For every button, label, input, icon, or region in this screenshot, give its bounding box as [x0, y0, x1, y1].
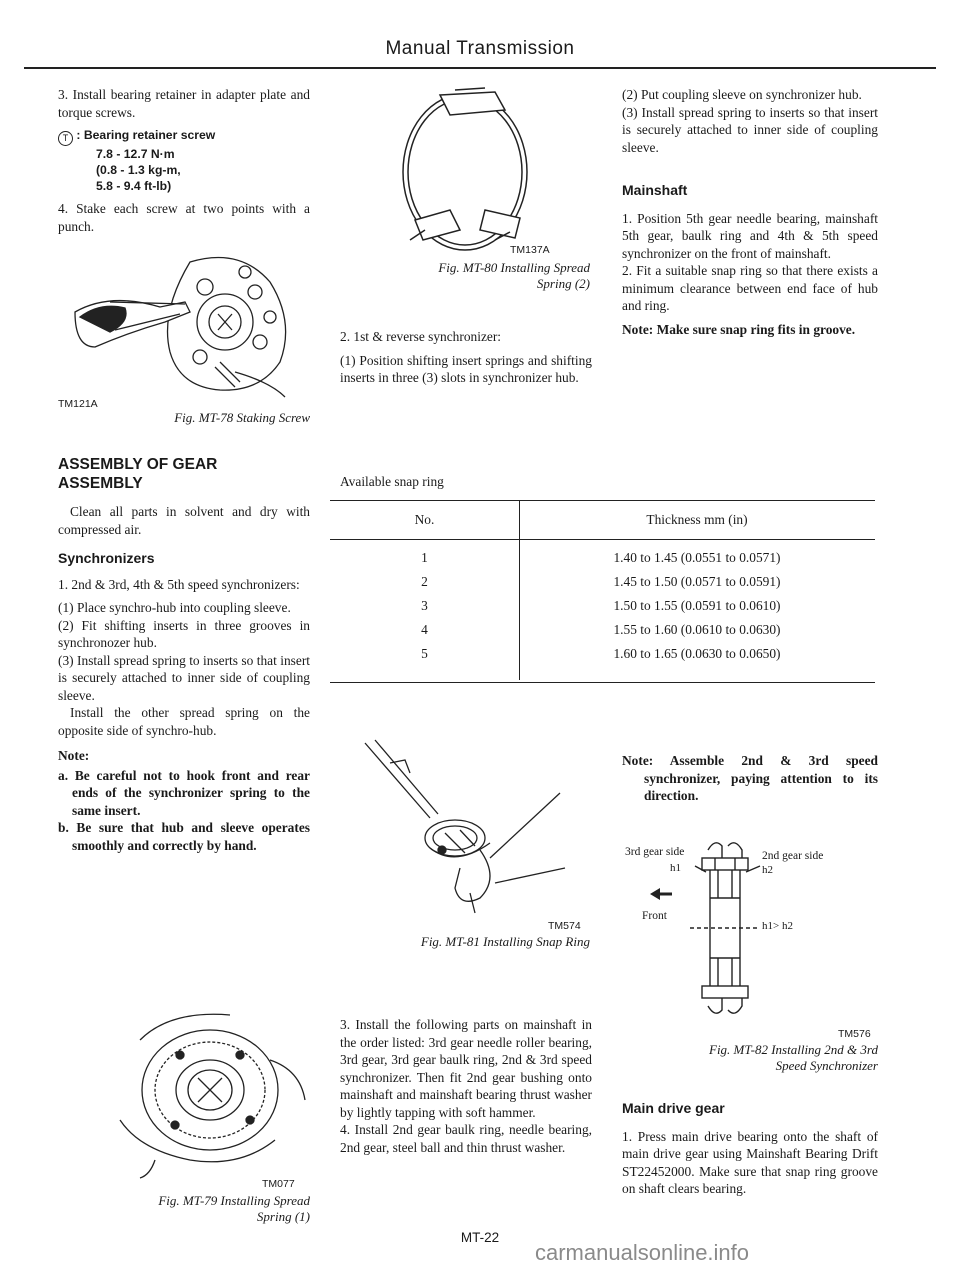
fig81-caption: Fig. MT-81 Installing Snap Ring [420, 934, 590, 949]
fig78-caption: Fig. MT-78 Staking Screw [174, 410, 310, 425]
torque-value-kgm: (0.8 - 1.3 kg-m, [96, 163, 181, 177]
snap-ring-table [330, 500, 875, 683]
label-2nd-gear-side: 2nd gear side [762, 850, 824, 862]
sync-step-1-1: (1) Place synchro-hub into coupling sleeve. [58, 600, 291, 615]
torque-spec [58, 127, 310, 194]
table-row: 4 1.55 to 1.60 (0.0610 to 0.0630) [421, 622, 781, 637]
watermark: carmanualsonline.info [535, 1240, 750, 1265]
label-h1-greater-h2: h1> h2 [762, 920, 793, 932]
fig82-tm-code: TM576 [838, 1028, 871, 1040]
torque-value-nm: 7.8 - 12.7 N·m [96, 147, 175, 161]
mainshaft-step-1: 1. Position 5th gear needle bearing, mainshaft 5th gear, baulk ring and 4th & 5th speed synchronizer on the front of mainshaft. [622, 210, 878, 261]
fig82-caption-line2: Speed Synchronizer [775, 1058, 878, 1073]
main-drive-step-1: 1. Press main drive bearing onto the shaft of main drive gear using Mainshaft Bearing Drift ST22452000. Make sure that snap ring groove on shaft clears bearing. [622, 1128, 878, 1196]
middle-column-upper [340, 328, 592, 393]
right-column-lower [622, 1100, 878, 1204]
step-4-stake-screw: 4. Stake each screw at two points with a punch. [58, 201, 310, 234]
sync-step-1-3: (3) Install spread spring to inserts so that insert is securely attached to inner side of coupling sleeve. [58, 652, 310, 703]
note-a: a. Be careful not to hook front and rear ends of the synchronizer spring to the same insert. [58, 767, 310, 818]
sync-step-1-4: Install the other spread spring on the opposite side of synchro-hub. [58, 705, 310, 738]
page-header-title: Manual Transmission [385, 38, 575, 59]
step-2-coupling-sleeve: (2) Put coupling sleeve on synchronizer hub. [622, 87, 862, 102]
spread-spring-2-illustration [385, 80, 545, 265]
fig80-caption-line2: Spring (2) [536, 276, 590, 291]
mainshaft-step-2: 2. Fit a suitable snap ring so that there exists a minimum clearance between end face of hub and ring. [622, 263, 878, 313]
note-b: b. Be sure that hub and sleeve operates smoothly and correctly by hand. [58, 820, 310, 853]
header-rule [24, 67, 936, 69]
middle-column-lower [340, 1016, 592, 1162]
fig78-tm-code: TM121A [58, 398, 98, 410]
right-column-upper [622, 86, 878, 344]
left-column-lower [58, 455, 310, 860]
left-column [58, 86, 310, 241]
table-row: 5 1.60 to 1.65 (0.0630 to 0.0650) [421, 646, 781, 661]
fig79-caption-line2: Spring (1) [256, 1209, 310, 1224]
staking-screw-illustration [70, 232, 310, 402]
torque-value-ftlb: 5.8 - 9.4 ft-lb) [96, 179, 172, 193]
note-assemble-synchronizer: Note: Assemble 2nd & 3rd speed synchronizer, paying attention to its direction. [622, 753, 878, 803]
fig80-caption-line1: Fig. MT-80 Installing Spread [438, 260, 590, 275]
fig82-caption-line1: Fig. MT-82 Installing 2nd & 3rd [709, 1042, 878, 1057]
snap-ring-table-title: Available snap ring [340, 474, 444, 489]
fig79-caption-line1: Fig. MT-79 Installing Spread [158, 1193, 310, 1208]
spread-spring-1-illustration [100, 1000, 310, 1180]
note-label: Note: [58, 748, 90, 763]
synchronizer-direction-diagram [625, 838, 880, 1018]
label-h2: h2 [762, 864, 773, 876]
torque-icon: T [58, 131, 73, 146]
step-3-bearing-retainer: 3. Install bearing retainer in adapter plate and torque screws. [58, 87, 310, 120]
table-row: 2 1.45 to 1.50 (0.0571 to 0.0591) [421, 574, 781, 589]
table-header-thickness: Thickness mm (in) [646, 512, 748, 527]
section-title-line2: ASSEMBLY [58, 475, 143, 492]
synchronizers-heading: Synchronizers [58, 550, 155, 566]
table-header-no: No. [414, 512, 435, 527]
fig80-tm-code: TM137A [510, 244, 550, 256]
section-title-line1: ASSEMBLY OF GEAR [58, 456, 218, 473]
step-2-1-position-inserts: (1) Position shifting insert springs and shifting inserts in three (3) slots in synchronizer hub. [340, 352, 592, 385]
page-number: MT-22 [460, 1230, 500, 1245]
table-row: 3 1.50 to 1.55 (0.0591 to 0.0610) [421, 598, 781, 613]
label-h1: h1 [670, 862, 681, 874]
note-snap-ring-groove: Note: Make sure snap ring fits in groove. [622, 321, 856, 337]
label-3rd-gear-side: 3rd gear side [625, 846, 685, 858]
mainshaft-heading: Mainshaft [622, 182, 688, 198]
label-front: Front [642, 910, 667, 922]
sync-step-1-2: (2) Fit shifting inserts in three grooves in synchronozer hub. [58, 617, 310, 650]
torque-label: : Bearing retainer screw [76, 128, 216, 142]
main-drive-gear-heading: Main drive gear [622, 1100, 725, 1116]
snap-ring-illustration [360, 738, 590, 918]
intro-clean-parts: Clean all parts in solvent and dry with compressed air. [58, 504, 310, 537]
fig81-tm-code: TM574 [548, 920, 581, 932]
table-row: 1 1.40 to 1.45 (0.0551 to 0.0571) [421, 550, 781, 565]
step-3-install-mainshaft-parts: 3. Install the following parts on mainshaft in the order listed: 3rd gear needle roller bearing, 3rd gear, 3rd gear baulk ring, 2nd & 3rd speed synchronizer. Then fit 2nd gear bushing onto mainshaft and mainshaft bearing thrust washer by lightly tapping with soft hammer. [340, 1017, 592, 1120]
step-3-spread-spring: (3) Install spread spring to inserts so that insert is securely attached to inner side of coupling sleeve. [622, 104, 878, 155]
step-4-install-baulk-ring: 4. Install 2nd gear baulk ring, needle bearing, 2nd gear, steel ball and thin thrust washer. [340, 1122, 592, 1155]
fig79-tm-code: TM077 [262, 1178, 295, 1190]
sync-step-1: 1. 2nd & 3rd, 4th & 5th speed synchronizers: [58, 576, 300, 592]
step-2-reverse-synchronizer: 2. 1st & reverse synchronizer: [340, 329, 502, 344]
